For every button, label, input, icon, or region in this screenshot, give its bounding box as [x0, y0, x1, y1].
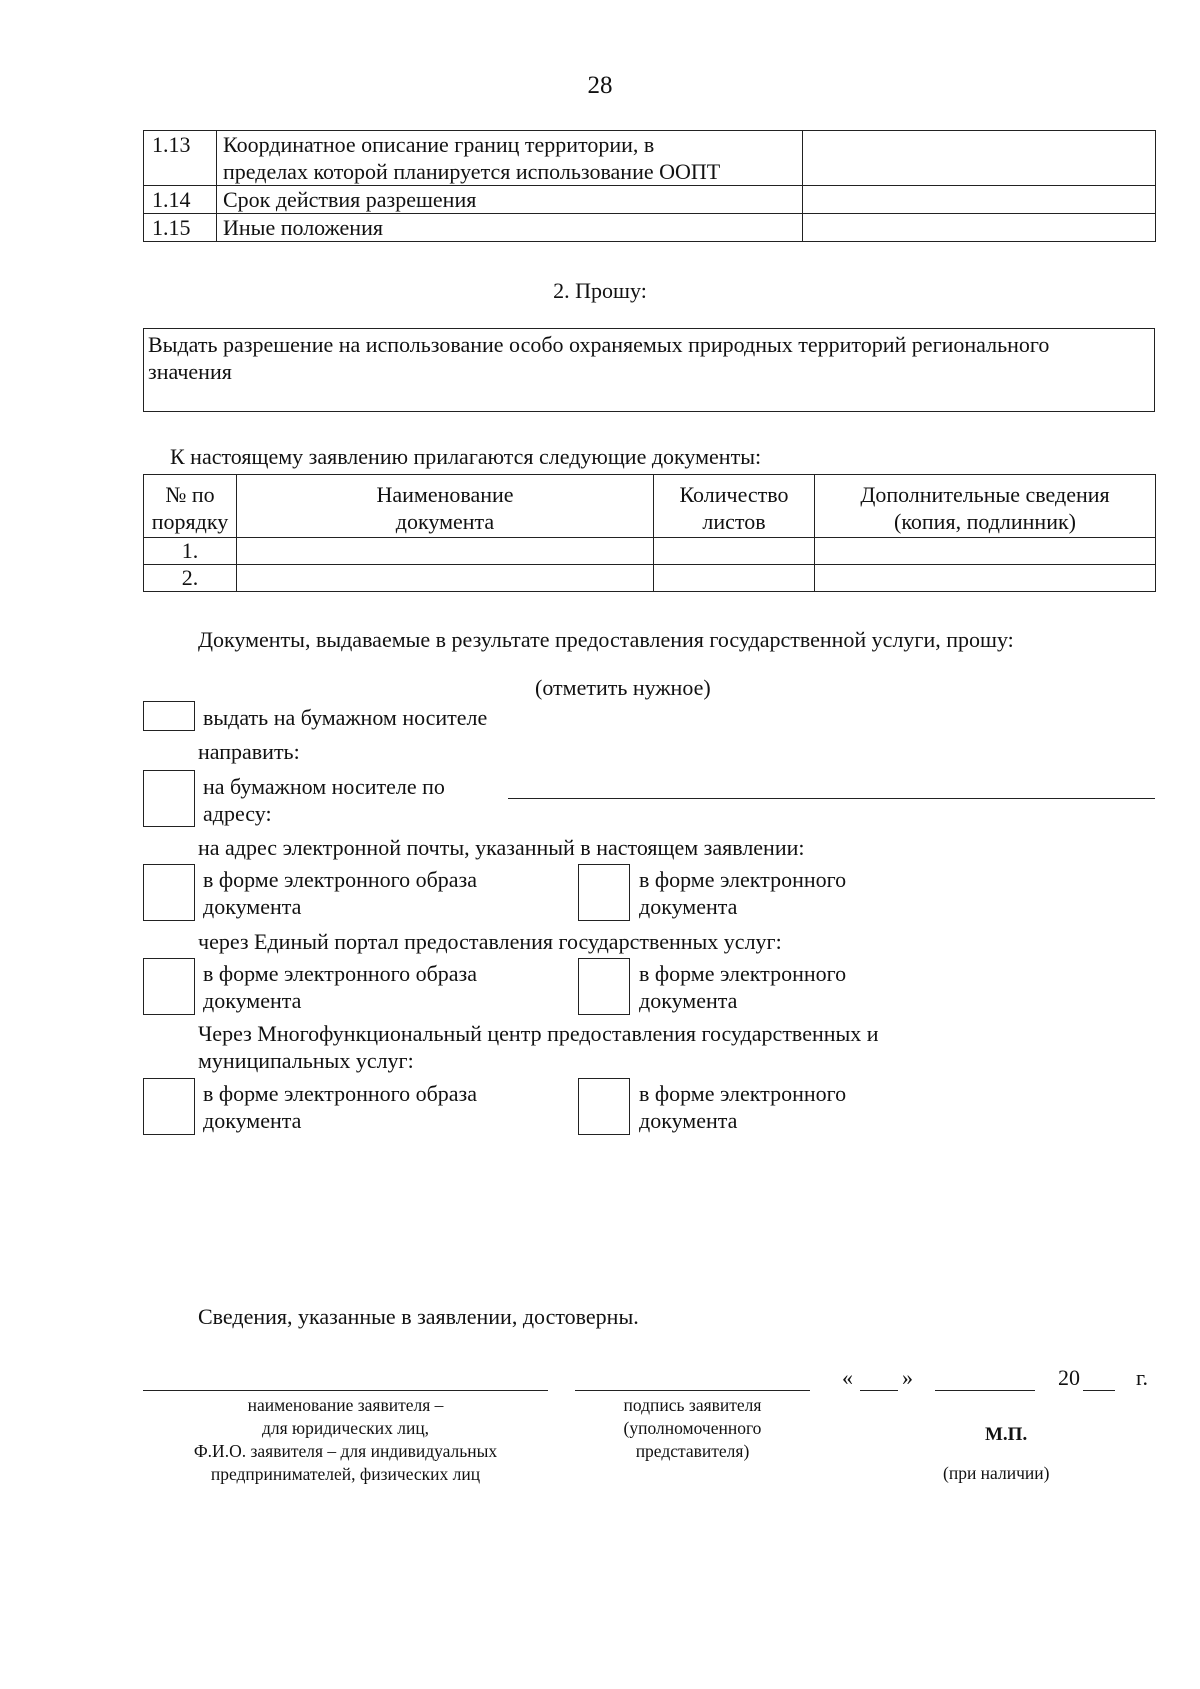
signature-label: подпись заявителя (уполномоченного представителя): [623, 1395, 762, 1461]
email-image-checkbox[interactable]: [143, 864, 195, 921]
table-row: [144, 214, 1156, 242]
row-label: Иные положения: [217, 214, 803, 242]
portal-doc-checkbox[interactable]: [578, 958, 630, 1015]
row-label: Срок действия разрешения: [217, 186, 803, 214]
sheet-count-cell[interactable]: [654, 538, 815, 565]
attachments-table: [143, 474, 1156, 592]
row-label: [217, 131, 803, 186]
attachments-intro: К настоящему заявлению прилагаются следующие документы:: [170, 444, 762, 469]
mfc-image-checkbox[interactable]: [143, 1078, 195, 1135]
email-doc-label: в форме электронного документа: [639, 867, 847, 919]
delivery-intro: Документы, выдаваемые в результате предоставления государственной услуги, прошу:: [198, 627, 1014, 652]
row-number: 1.15: [144, 214, 217, 242]
doc-name-cell[interactable]: [237, 565, 654, 592]
email-doc-checkbox[interactable]: [578, 864, 630, 921]
extra-info-cell[interactable]: [815, 538, 1156, 565]
column-header: Наименование документа: [237, 475, 654, 538]
stamp-label: М.П.: [985, 1424, 1028, 1445]
paper-option-label: выдать на бумажном носителе: [203, 705, 488, 730]
page-number: 28: [587, 72, 613, 99]
table-row: [144, 538, 1156, 565]
month-line[interactable]: [935, 1390, 1035, 1391]
table-row: [144, 565, 1156, 592]
section-heading: 2. Прошу:: [553, 278, 647, 303]
delivery-note: (отметить нужное): [535, 675, 711, 700]
mfc-doc-label: в форме электронного документа: [639, 1081, 847, 1133]
mfc-heading: Через Многофункциональный центр предоставления государственных и муниципальных услуг:: [198, 1021, 879, 1073]
address-option-label: на бумажном носителе по адресу:: [203, 774, 445, 826]
address-checkbox[interactable]: [143, 770, 195, 827]
row-number: 1.: [144, 538, 237, 565]
paper-checkbox[interactable]: [143, 701, 195, 731]
row-value-cell[interactable]: [803, 214, 1156, 242]
year-line[interactable]: [1083, 1390, 1115, 1391]
doc-name-cell[interactable]: [237, 538, 654, 565]
column-header: Количество листов: [654, 475, 815, 538]
date-open-quote: «: [842, 1365, 853, 1390]
mfc-doc-checkbox[interactable]: [578, 1078, 630, 1135]
stamp-note: (при наличии): [943, 1463, 1050, 1483]
row-label-line: пределах которой планируется использование ООПТ: [223, 159, 721, 184]
email-heading: на адрес электронной почты, указанный в настоящем заявлении:: [198, 835, 805, 860]
table-row: [144, 186, 1156, 214]
table-header-row: [144, 475, 1156, 538]
row-number: 1.13: [144, 131, 217, 186]
day-line[interactable]: [860, 1390, 898, 1391]
column-header: № по порядку: [144, 475, 237, 538]
email-image-label: в форме электронного образа документа: [203, 867, 478, 919]
request-box: [143, 328, 1155, 412]
column-header: Дополнительные сведения (копия, подлинник): [815, 475, 1156, 538]
signature-line[interactable]: [575, 1390, 810, 1391]
row-value-cell[interactable]: [803, 131, 1156, 186]
date-close-quote: »: [902, 1365, 913, 1390]
row-label-line: Координатное описание границ территории, в: [223, 132, 655, 157]
name-label: наименование заявителя – для юридических лиц, Ф.И.О. заявителя – для индивидуальных предпринимателей, физических лиц: [193, 1395, 498, 1484]
portal-image-checkbox[interactable]: [143, 958, 195, 1015]
send-label: направить:: [198, 739, 300, 764]
request-text-line: значения: [148, 359, 232, 384]
year-suffix: г.: [1136, 1365, 1149, 1390]
portal-heading: через Единый портал предоставления государственных услуг:: [198, 929, 782, 954]
row-value-cell[interactable]: [803, 186, 1156, 214]
extra-info-cell[interactable]: [815, 565, 1156, 592]
table-row: [144, 131, 1156, 186]
year-prefix: 20: [1058, 1365, 1080, 1390]
sheet-count-cell[interactable]: [654, 565, 815, 592]
address-line[interactable]: [508, 798, 1155, 799]
mfc-image-label: в форме электронного образа документа: [203, 1081, 478, 1133]
confirm-statement: Сведения, указанные в заявлении, достоверны.: [198, 1304, 639, 1329]
row-number: 2.: [144, 565, 237, 592]
row-number: 1.14: [144, 186, 217, 214]
info-table: [143, 130, 1156, 242]
portal-image-label: в форме электронного образа документа: [203, 961, 478, 1013]
request-text-line: Выдать разрешение на использование особо охраняемых природных территорий регионального: [148, 332, 1050, 357]
name-line[interactable]: [143, 1390, 548, 1391]
portal-doc-label: в форме электронного документа: [639, 961, 847, 1013]
